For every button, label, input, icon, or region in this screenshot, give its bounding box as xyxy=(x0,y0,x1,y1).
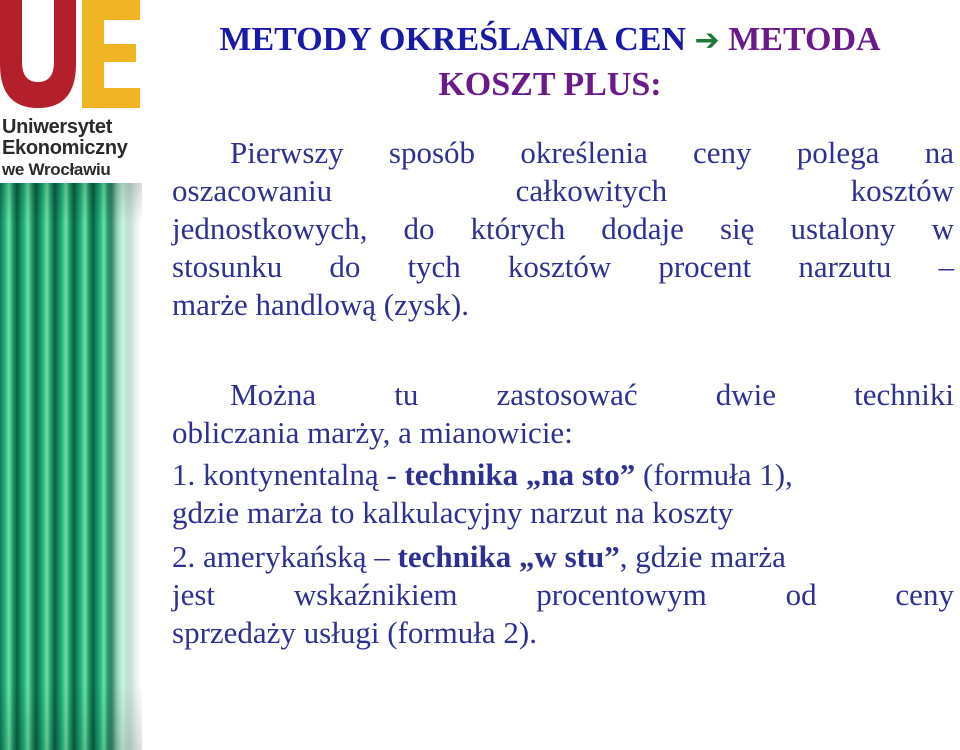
slide-title xyxy=(160,18,940,107)
word: techniki xyxy=(854,377,954,412)
decorative-stripe-shade xyxy=(0,183,142,750)
word: tych xyxy=(407,249,461,284)
word: ustalony xyxy=(790,211,896,246)
word: zastosować xyxy=(496,377,638,412)
paragraph-techniques xyxy=(172,376,954,652)
item2-bold: technika „w stu” xyxy=(397,539,620,574)
word: narzutu xyxy=(798,249,892,284)
logo-line-3: we Wrocławiu xyxy=(2,160,111,179)
word: jednostkowych, xyxy=(172,211,368,246)
paragraph2-line1 xyxy=(172,376,954,414)
word: wskaźnikiem xyxy=(293,577,458,612)
paragraph1-line4 xyxy=(172,248,954,286)
title-part-1: METODY OKREŚLANIA CEN xyxy=(219,21,687,58)
logo-line-2: Ekonomiczny xyxy=(2,137,128,159)
paragraph2-line2: obliczania marży, a mianowicie: xyxy=(172,415,573,450)
university-logo xyxy=(0,0,142,190)
list-item-american xyxy=(172,538,954,576)
word: sposób xyxy=(388,135,476,170)
item2-continuation xyxy=(172,576,954,614)
paragraph1-line2 xyxy=(172,172,954,210)
word: od xyxy=(785,577,817,612)
paragraph1-line5: marże handlową (zysk). xyxy=(172,287,469,322)
word: tu xyxy=(394,377,419,412)
item1-continuation: gdzie marża to kalkulacyjny narzut na koszty xyxy=(172,495,734,530)
paragraph1-line1 xyxy=(172,134,954,172)
word: – xyxy=(938,249,954,284)
word: kosztów xyxy=(850,173,954,208)
word: polega xyxy=(796,135,880,170)
item2-pre: 2. amerykańską – xyxy=(172,539,398,574)
word: do xyxy=(403,211,435,246)
word: Można xyxy=(230,377,317,412)
logo-line-1: Uniwersytet xyxy=(2,116,113,138)
word: ceny xyxy=(692,135,752,170)
paragraph1-line3 xyxy=(172,210,954,248)
title-part-3: KOSZT PLUS: xyxy=(438,66,662,103)
word: procentowym xyxy=(536,577,707,612)
word: dodaje xyxy=(601,211,684,246)
word: na xyxy=(924,135,954,170)
word: których xyxy=(470,211,566,246)
word: procent xyxy=(658,249,752,284)
item2-end: sprzedaży usługi (formuła 2). xyxy=(172,615,537,650)
ue-logo-mark-icon xyxy=(0,0,142,112)
item1-post: (formuła 1), xyxy=(635,457,793,492)
right-arrow-icon: ➔ xyxy=(694,23,720,58)
word: do xyxy=(329,249,361,284)
title-part-2: METODA xyxy=(728,21,881,58)
word: całkowitych xyxy=(515,173,668,208)
paragraph-definition xyxy=(172,134,954,324)
word: ceny xyxy=(895,577,954,612)
item1-pre: 1. kontynentalną - xyxy=(172,457,405,492)
word: jest xyxy=(172,577,216,612)
word: określenia xyxy=(520,135,648,170)
word: w xyxy=(931,211,954,246)
item2-post: , gdzie marża xyxy=(619,539,786,574)
list-item-continental xyxy=(172,456,954,494)
word: się xyxy=(719,211,755,246)
item1-bold: technika „na sto” xyxy=(404,457,636,492)
word: oszacowaniu xyxy=(172,173,333,208)
word: Pierwszy xyxy=(230,135,344,170)
word: kosztów xyxy=(507,249,612,284)
word: stosunku xyxy=(172,249,283,284)
word: dwie xyxy=(715,377,776,412)
